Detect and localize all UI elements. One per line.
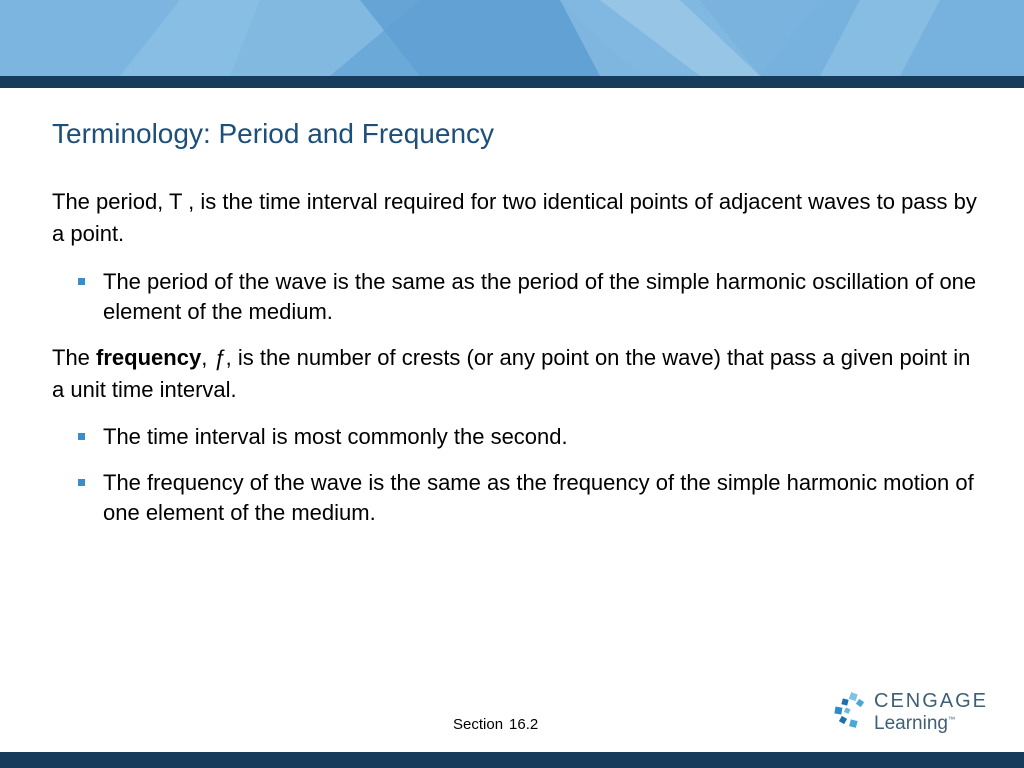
logo-trademark: ™ [947, 716, 955, 724]
section-label: Section [453, 716, 504, 733]
bullet-text: The frequency of the wave is the same as the frequency of the simple harmonic motion of one element of the medium. [103, 470, 974, 525]
header-stripe [0, 76, 1024, 88]
section-number: 16.2 [509, 716, 539, 733]
bullet-period-same [78, 267, 993, 327]
bullet-square-icon [78, 479, 85, 486]
cengage-mark-icon [830, 691, 870, 731]
slide-title: Terminology: Period and Frequency [52, 118, 495, 149]
bullet-text: The time interval is most commonly the second. [103, 424, 568, 449]
logo-learning-text [874, 713, 955, 735]
frequency-definition [52, 342, 982, 406]
logo-learning: Learning [874, 713, 948, 734]
bullet-square-icon [78, 433, 85, 440]
footer-stripe [0, 752, 1024, 768]
logo-cengage-text: CENGAGE [874, 690, 989, 712]
bullet-square-icon [78, 278, 85, 285]
section-footer [453, 716, 544, 733]
bullet-time-interval [78, 422, 993, 452]
frequency-sep: , [201, 345, 214, 370]
period-definition: The period, T , is the time interval required for two identical points of adjacent waves to pass by a point. [52, 189, 977, 246]
frequency-prefix: The [52, 345, 97, 370]
frequency-term: frequency [96, 345, 202, 370]
frequency-symbol: ƒ [213, 345, 226, 370]
bullet-frequency-same [78, 468, 993, 528]
bullet-text: The period of the wave is the same as the period of the simple harmonic oscillation of one element of the medium. [103, 269, 977, 324]
header-banner [0, 0, 1024, 76]
cengage-logo [830, 688, 990, 738]
frequency-rest: , is the number of crests (or any point on the wave) that pass a given point in a unit time interval. [52, 345, 971, 402]
